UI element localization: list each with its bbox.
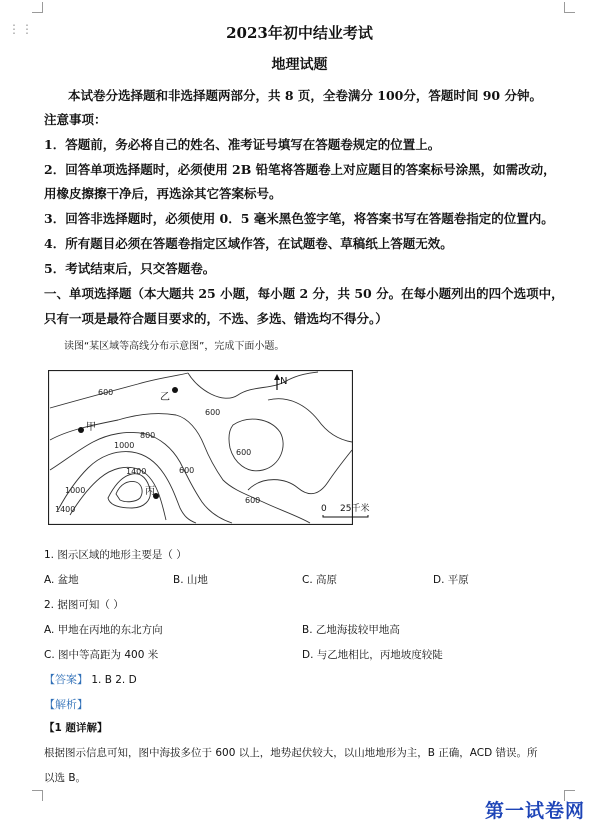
place-point-jia	[78, 427, 84, 433]
contour-label: 800	[140, 431, 156, 440]
contour-label: 600	[98, 388, 114, 397]
answer-values: 1. B 2. D	[91, 674, 137, 686]
question-1-option-d: D. 平原	[433, 574, 469, 586]
question-1-stem: 1. 图示区域的地形主要是（ ）	[44, 549, 187, 561]
notice-item-4: 4．所有题目必须在答题卷指定区域作答，在试题卷、草稿纸上答题无效。	[44, 236, 453, 251]
question-2-option-c: C. 图中等高距为 400 米	[44, 649, 159, 661]
place-label-yi: 乙	[160, 392, 170, 403]
analysis-label: 【解析】	[44, 698, 88, 711]
question-2-option-d: D. 与乙地相比，丙地坡度较陡	[302, 649, 443, 661]
corner-mark-bottom-left	[32, 790, 43, 801]
contour-label: 1400	[55, 505, 76, 514]
contour-map	[48, 370, 353, 525]
analysis-sub-label: 【1 题详解】	[44, 722, 108, 734]
contour-label: 600	[205, 408, 221, 417]
contour-label: 600	[236, 448, 252, 457]
analysis-text-line-1: 根据图示信息可知，图中海拔多位于 600 以上，地势起伏较大，以山地地形为主，B 正确，ACD 错误。所	[44, 747, 538, 759]
analysis-text-line-2: 以选 B。	[44, 772, 87, 784]
notice-item-1: 1．答题前，务必将自己的姓名、准考证号填写在答题卷规定的位置上。	[44, 137, 441, 152]
contour-label: 600	[245, 496, 261, 505]
answer-row	[44, 671, 137, 687]
question-2-option-a: A. 甲地在丙地的东北方向	[44, 624, 163, 636]
place-label-jia: 甲	[86, 422, 96, 433]
intro-text: 本试卷分选择题和非选择题两部分，共 8 页，全卷满分 100分，答题时间 90 分钟。	[68, 88, 542, 103]
place-point-yi	[172, 387, 178, 393]
section-heading-line-1: 一、单项选择题（本大题共 25 小题，每小题 2 分，共 50 分。在每小题列出的四个选项中，	[44, 286, 564, 301]
contour-label: 1000	[65, 486, 86, 495]
notice-item-2: 2．回答单项选择题时，必须使用 2B 铅笔将答题卷上对应题目的答案标号涂黑，如需改动，	[44, 162, 556, 177]
notice-item-3: 3．回答非选择题时，必须使用 0．5 毫米黑色签字笔，将答案书写在答题卷指定的位置内。	[44, 211, 554, 226]
contour-label: 1000	[114, 441, 135, 450]
question-1-option-c: C. 高原	[302, 574, 338, 586]
place-label-bing: 丙	[145, 486, 155, 497]
drag-handle-icon[interactable]: ⋮⋮	[8, 22, 34, 36]
map-scale-bar	[318, 496, 378, 518]
watermark-logo: 第一试卷网	[484, 800, 585, 822]
contour-label: 600	[179, 466, 195, 475]
question-1-option-b: B. 山地	[173, 574, 208, 586]
exam-title: 2023年初中结业考试	[226, 24, 373, 42]
corner-mark-top-right	[564, 2, 575, 13]
question-2-stem: 2. 据图可知（ ）	[44, 599, 124, 611]
question-1-option-a: A. 盆地	[44, 574, 79, 586]
map-caption: 读图“某区域等高线分布示意图”，完成下面小题。	[64, 341, 285, 352]
map-frame	[49, 371, 353, 525]
north-label: N	[280, 376, 288, 387]
corner-mark-top-left	[32, 2, 43, 13]
scale-distance: 25千米	[340, 504, 370, 514]
notice-heading: 注意事项：	[44, 112, 107, 127]
notice-item-5: 5．考试结束后，只交答题卷。	[44, 261, 216, 276]
exam-subject: 地理试题	[271, 57, 328, 73]
contour-label: 1400	[126, 467, 147, 476]
answer-label: 【答案】	[44, 673, 88, 686]
question-2-option-b: B. 乙地海拔较甲地高	[302, 624, 400, 636]
notice-item-2-cont: 用橡皮擦擦干净后，再选涂其它答案标号。	[44, 186, 282, 201]
scale-zero: 0	[321, 504, 327, 514]
section-heading-line-2: 只有一项是最符合题目要求的，不选、多选、错选均不得分。）	[44, 311, 388, 326]
